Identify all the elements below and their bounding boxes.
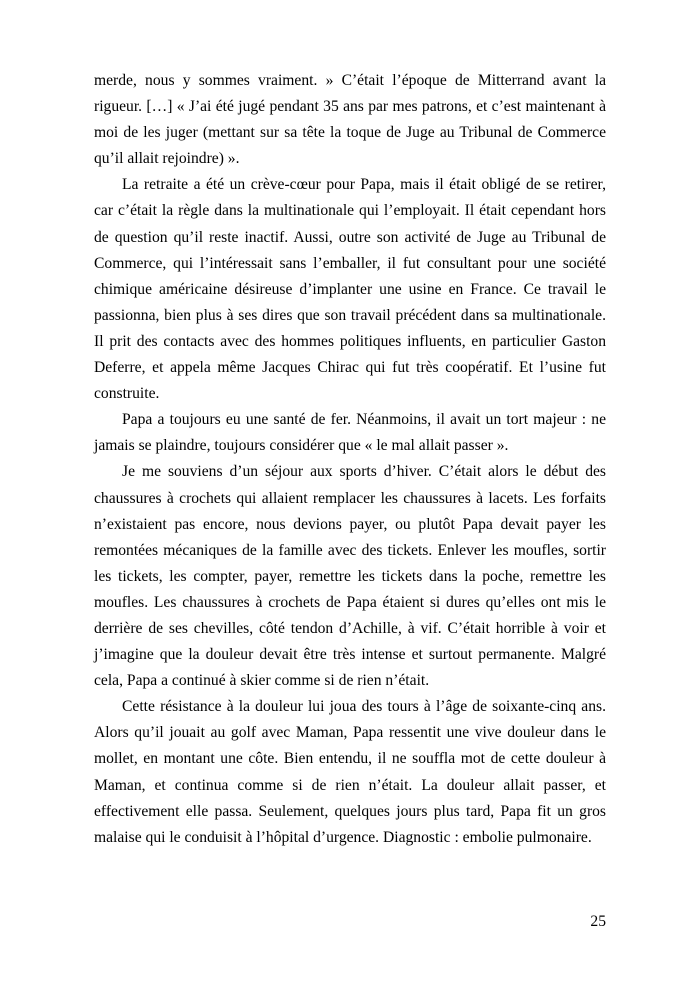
page-number: 25 (590, 913, 606, 930)
page-text-block (94, 68, 606, 851)
paragraph-health: Papa a toujours eu une santé de fer. Néanmoins, il avait un tort majeur : ne jamais se plaindre, toujours considérer que « le mal allait passer ». (94, 411, 606, 455)
paragraph-continuation: merde, nous y sommes vraiment. » C’était l’époque de Mitterrand avant la rigueur. […] « J’ai été jugé pendant 35 ans par mes patrons, et c’est maintenant à moi de les juger (mettant sur sa tête la toque de Juge au Tribunal de Commerce qu’il allait rejoindre) ». (94, 72, 606, 168)
paragraph-retirement: La retraite a été un crève-cœur pour Papa, mais il était obligé de se retirer, car c’était la règle dans la multinationale qui l’employait. Il était cependant hors de question qu’il reste inactif. Aussi, outre son activité de Juge au Tribunal de Commerce, qui l’intéressait sans l’emballer, il fut consultant pour une société chimique américaine désireuse d’implanter une usine en France. Ce travail le passionna, bien plus à ses dires que son travail précédent dans sa multinationale. Il prit des contacts avec des hommes politiques influents, en particulier Gaston Deferre, et appela même Jacques Chirac qui fut très coopératif. Et l’usine fut construite. (94, 176, 606, 403)
paragraph-winter-sports: Je me souviens d’un séjour aux sports d’hiver. C’était alors le début des chaussures à crochets qui allaient remplacer les chaussures à lacets. Les forfaits n’existaient pas encore, nous devions payer, ou plutôt Papa devait payer les remontées mécaniques de la famille avec des tickets. Enlever les moufles, sortir les tickets, les compter, payer, remettre les tickets dans la poche, remettre les moufles. Les chaussures à crochets de Papa étaient si dures qu’elles ont mis le derrière de ses chevilles, côté tendon d’Achille, à vif. C’était horrible à voir et j’imagine que la douleur devait être très intense et surtout permanente. Malgré cela, Papa a continué à skier comme si de rien n’était. (94, 463, 606, 690)
paragraph-pain-resistance: Cette résistance à la douleur lui joua des tours à l’âge de soixante-cinq ans. Alors qu’il jouait au golf avec Maman, Papa ressentit une vive douleur dans le mollet, en montant une côte. Bien entendu, il ne souffla mot de cette douleur à Maman, et continua comme si de rien n’était. La douleur allait passer, et effectivement elle passa. Seulement, quelques jours plus tard, Papa fit un gros malaise qui le conduisit à l’hôpital d’urgence. Diagnostic : embolie pulmonaire. (94, 698, 606, 846)
